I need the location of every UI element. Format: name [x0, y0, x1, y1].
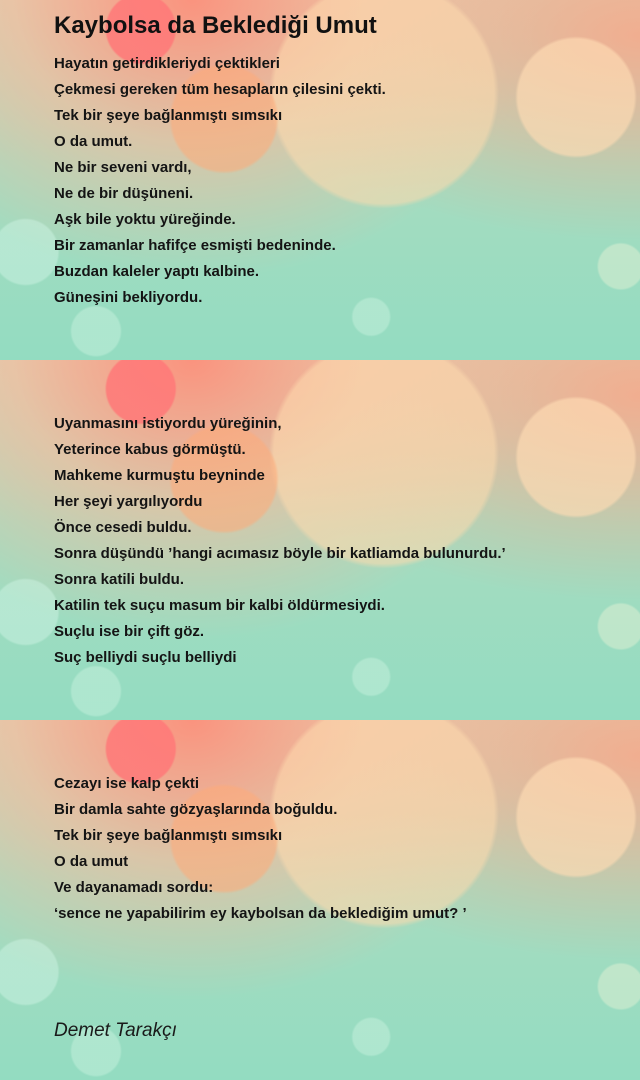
stanza-1	[54, 51, 624, 311]
poem-line: O da umut.	[54, 133, 133, 150]
poem-line: Tek bir şeye bağlanmıştı sımsıkı	[54, 107, 283, 124]
poem-line: Önce cesedi buldu.	[54, 519, 192, 536]
poem-line: Suçlu ise bir çift göz.	[54, 623, 205, 640]
poem-line: Mahkeme kurmuştu beyninde	[54, 467, 265, 484]
poem-title: Kaybolsa da Beklediği Umut	[54, 12, 377, 39]
poem-line: Çekmesi gereken tüm hesapların çilesini çekti.	[54, 81, 386, 98]
poem-line: Ne bir seveni vardı,	[54, 159, 192, 176]
poem-line: Sonra katili buldu.	[54, 571, 185, 588]
poem-panel-1	[0, 0, 640, 360]
poem-line: Aşk bile yoktu yüreğinde.	[54, 211, 236, 228]
poem-panel-3	[0, 720, 640, 1080]
poem-line: Bir zamanlar hafifçe esmişti bedeninde.	[54, 237, 336, 254]
poem-line: O da umut	[54, 853, 129, 870]
poem-line: Katilin tek suçu masum bir kalbi öldürmesiydi.	[54, 597, 385, 614]
poem-line: Uyanmasını istiyordu yüreğinin,	[54, 415, 282, 432]
poem-line: Güneşini bekliyordu.	[54, 289, 203, 306]
stanza-3	[54, 771, 624, 927]
poem-line: Buzdan kaleler yaptı kalbine.	[54, 263, 260, 280]
poem-line: Hayatın getirdikleriydi çektikleri	[54, 55, 280, 72]
poem-panel-2	[0, 360, 640, 720]
poem-line: ‘sence ne yapabilirim ey kaybolsan da beklediğim umut? ’	[54, 905, 467, 922]
poem-line: Bir damla sahte gözyaşlarında boğuldu.	[54, 801, 338, 818]
poem-author: Demet Tarakçı	[54, 1020, 177, 1041]
poem-line: Her şeyi yargılıyordu	[54, 493, 203, 510]
poem-line: Tek bir şeye bağlanmıştı sımsıkı	[54, 827, 283, 844]
stanza-2	[54, 411, 624, 671]
poem-line: Cezayı ise kalp çekti	[54, 775, 200, 792]
poem-line: Yeterince kabus görmüştü.	[54, 441, 246, 458]
poem-line: Ve dayanamadı sordu:	[54, 879, 214, 896]
poem-line: Ne de bir düşüneni.	[54, 185, 194, 202]
poem-line: Suç belliydi suçlu belliydi	[54, 649, 237, 666]
poem-line: Sonra düşündü ’hangi acımasız böyle bir katliamda bulunurdu.’	[54, 545, 506, 562]
